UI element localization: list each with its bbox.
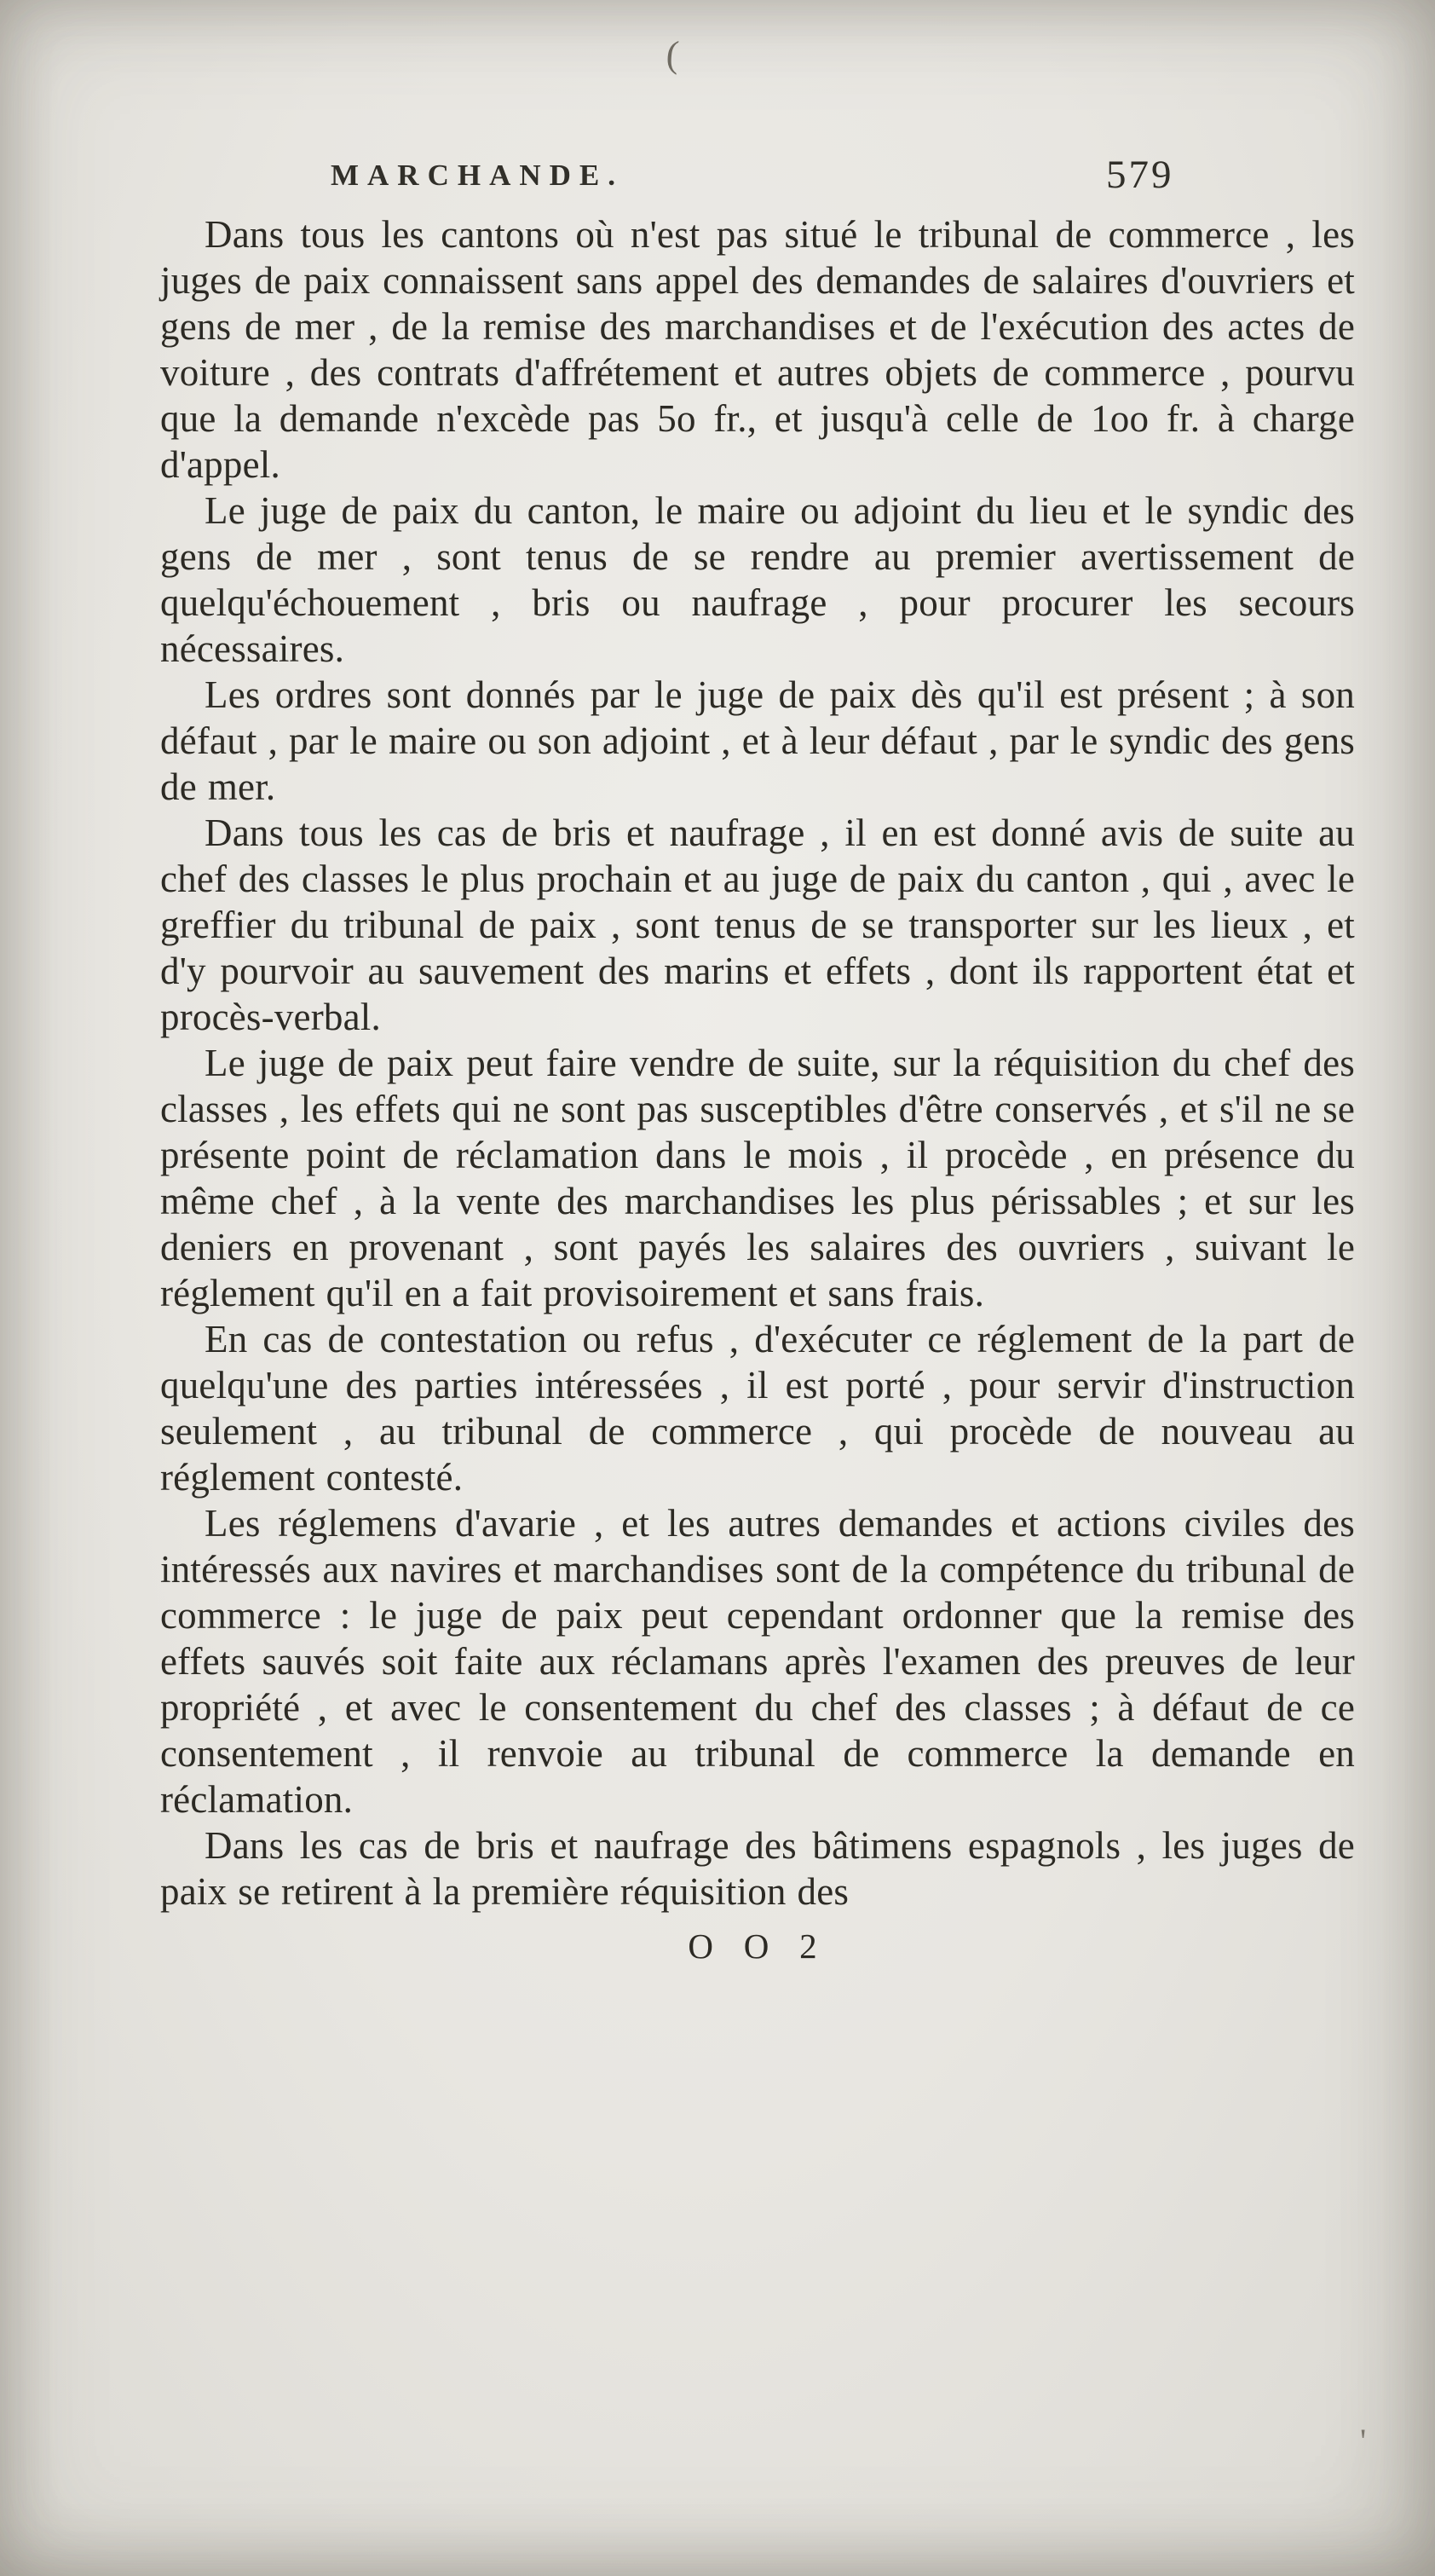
- signature-mark: O O 2: [688, 1926, 827, 1966]
- scan-artifact-bottom: ': [1360, 2422, 1367, 2460]
- paragraph: Les réglemens d'avarie , et les autres demandes et actions civiles des intéressés aux navires et marchandises sont de la compétence du tribunal de commerce : le juge de paix peut cependant ordonner que la remise des effets sauvés soit faite aux réclamans après l'examen des preuves de leur propriété , et avec le consentement du chef des classes ; à défaut de ce consentement , il renvoie au tribunal de commerce la demande en réclamation.: [160, 1502, 1355, 1821]
- paragraph: Dans les cas de bris et naufrage des bâtimens espagnols , les juges de paix se retirent à la première réquisition des: [160, 1824, 1355, 1913]
- paragraph: Dans tous les cas de bris et naufrage , il en est donné avis de suite au chef des classes le plus prochain et au juge de paix du canton , qui , avec le greffier du tribunal de paix , sont tenus de se transporter sur les lieux , et d'y pourvoir au sauvement des marins et effets , dont ils rapportent état et procès-verbal.: [160, 811, 1355, 1038]
- paragraph: Le juge de paix du canton, le maire ou adjoint du lieu et le syndic des gens de mer , sont tenus de se rendre au premier avertissement de quelqu'échouement , bris ou naufrage , pour procurer les secours nécessaires.: [160, 489, 1355, 670]
- paragraph: Dans tous les cantons où n'est pas situé le tribunal de commerce , les juges de paix connaissent sans appel des demandes de salaires d'ouvriers et gens de mer , de la remise des marchandises et de l'exécution des actes de voiture , des contrats d'affrétement et autres objets de commerce , pourvu que la demande n'excède pas 5o fr., et jusqu'à celle de 1oo fr. à charge d'appel.: [160, 213, 1355, 486]
- paragraph: Les ordres sont donnés par le juge de paix dès qu'il est présent ; à son défaut , par le maire ou son adjoint , et à leur défaut , par le syndic des gens de mer.: [160, 673, 1355, 808]
- page-header: [162, 152, 1355, 206]
- running-title: MARCHANDE.: [331, 159, 625, 192]
- page-text: [160, 211, 1355, 1969]
- scan-artifact-top: (: [665, 32, 681, 76]
- page-number: 579: [1106, 153, 1174, 197]
- paragraph: En cas de contestation ou refus , d'exécuter ce réglement de la part de quelqu'une des parties intéressées , il est porté , pour servir d'instruction seulement , au tribunal de commerce , qui procède de nouveau au réglement contesté.: [160, 1318, 1355, 1499]
- paragraph: Le juge de paix peut faire vendre de suite, sur la réquisition du chef des classes , les effets qui ne sont pas susceptibles d'être conservés , et s'il ne se présente point de réclamation dans le mois , il procède , en présence du même chef , à la vente des marchandises les plus périssables ; et sur les deniers en provenant , sont payés les salaires des ouvriers , suivant le réglement qu'il en a fait provisoirement et sans frais.: [160, 1042, 1355, 1314]
